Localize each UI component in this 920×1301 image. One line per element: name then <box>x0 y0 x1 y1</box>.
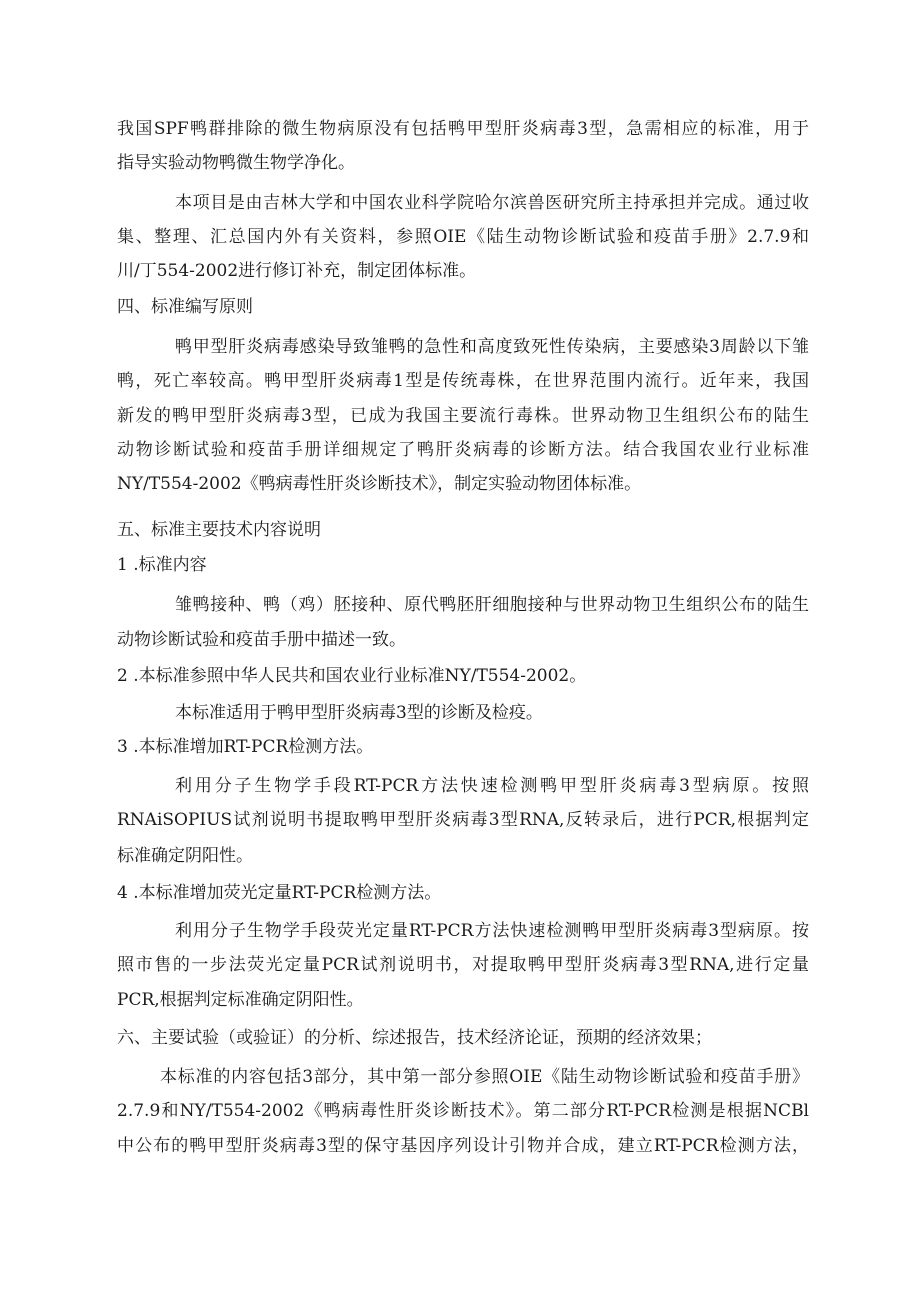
text-line: NY/T554-2002《鸭病毒性肝炎诊断技术》，制定实验动物团体标准。 <box>117 474 642 494</box>
text-line: RNAiSOPIUS试剂说明书提取鸭甲型肝炎病毒3型RNA,反转录后，进行PCR,根据判定 <box>117 810 809 830</box>
subsection-heading: 2 .本标准参照中华人民共和国农业行业标准NY/T554-2002。 <box>117 666 587 686</box>
text-line: 雏鸭接种、鸭（鸡）胚接种、原代鸭胚肝细胞接种与世界动物卫生组织公布的陆生 <box>175 595 809 615</box>
text-line: 指导实验动物鸭微生物学净化。 <box>117 153 355 173</box>
text-line: 集、整理、汇总国内外有关资料，参照OIE《陆生动物诊断试验和疫苗手册》2.7.9和 <box>117 227 809 247</box>
text-line: 动物诊断试验和疫苗手册中描述一致。 <box>117 630 406 650</box>
text-line: 新发的鸭甲型肝炎病毒3型，已成为我国主要流行毒株。世界动物卫生组织公布的陆生 <box>117 406 809 426</box>
text-line: PCR,根据判定标准确定阴阳性。 <box>117 990 364 1010</box>
subsection-heading: 3 .本标准增加RT-PCR检测方法。 <box>117 737 374 757</box>
text-line: 川/丁554-2002进行修订补充，制定团体标准。 <box>117 261 477 281</box>
text-line: 2.7.9和NY/T554-2002《鸭病毒性肝炎诊断技术》。第二部分RT-PCR检测是根据NCBl <box>117 1101 809 1121</box>
text-line: 照市售的一步法荧光定量PCR试剂说明书，对提取鸭甲型肝炎病毒3型RNA,进行定量 <box>117 955 809 975</box>
subsection-heading: 4 .本标准增加荧光定量RT-PCR检测方法。 <box>117 883 442 903</box>
text-line: 利用分子生物学手段RT-PCR方法快速检测鸭甲型肝炎病毒3型病原。按照 <box>175 776 809 796</box>
subsection-heading: 1 .标准内容 <box>117 555 207 575</box>
text-line: 动物诊断试验和疫苗手册详细规定了鸭肝炎病毒的诊断方法。结合我国农业行业标准 <box>117 440 809 460</box>
text-line: 本项目是由吉林大学和中国农业科学院哈尔滨兽医研究所主持承担并完成。通过收 <box>175 193 809 213</box>
text-line: 中公布的鸭甲型肝炎病毒3型的保守基因序列设计引物并合成，建立RT-PCR检测方法， <box>117 1136 809 1156</box>
text-line: 鸭甲型肝炎病毒感染导致雏鸭的急性和高度致死性传染病，主要感染3周龄以下雏 <box>175 337 809 357</box>
section-heading: 六、主要试验（或验证）的分析、综述报告，技术经济论证，预期的经济效果； <box>117 1028 712 1048</box>
text-line: 利用分子生物学手段荧光定量RT-PCR方法快速检测鸭甲型肝炎病毒3型病原。按 <box>175 921 809 941</box>
section-heading: 五、标准主要技术内容说明 <box>117 520 321 540</box>
text-line: 标准确定阴阳性。 <box>117 846 253 866</box>
text-line: 本标准适用于鸭甲型肝炎病毒3型的诊断及检疫。 <box>175 703 543 723</box>
text-line: 本标准的内容包括3部分，其中第一部分参照OIE《陆生动物诊断试验和疫苗手册》 <box>160 1067 809 1087</box>
text-line: 我国SPF鸭群排除的微生物病原没有包括鸭甲型肝炎病毒3型，急需相应的标准，用于 <box>117 119 809 139</box>
section-heading: 四、标准编写原则 <box>117 297 253 317</box>
text-line: 鸭，死亡率较高。鸭甲型肝炎病毒1型是传统毒株，在世界范围内流行。近年来，我国 <box>117 371 809 391</box>
